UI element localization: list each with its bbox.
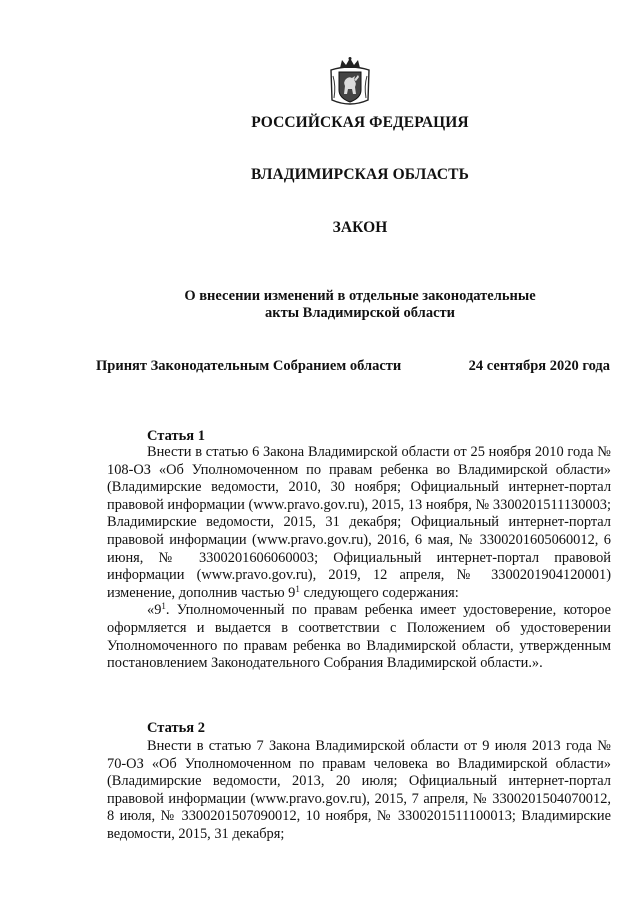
article-1-body (107, 444, 611, 673)
adopted-by: Принят Законодательным Собранием области (96, 358, 402, 374)
region-heading: ВЛАДИМИРСКАЯ ОБЛАСТЬ (251, 166, 469, 183)
adoption-date: 24 сентября 2020 года (468, 358, 610, 374)
country-heading: РОССИЙСКАЯ ФЕДЕРАЦИЯ (251, 114, 469, 131)
coat-of-arms-icon (328, 56, 372, 108)
article-2-intro: Внести в статью 7 Закона Владимирской области от 9 июля 2013 года № 70-ОЗ «Об Уполномоченном по правам человека во Владимирской области» (Владимирские ведомости, 2013, 20 июля; Официальный интернет-портал правовой информации (www.pravo.gov.ru), 2015, 7 апреля, № 3300201504070012, 8 июля, № 3300201507090012, 10 ноября, № 3300201511100013; Владимирские ведомости, 2015, 31 декабря; (107, 738, 611, 842)
document-type-heading: ЗАКОН (332, 219, 388, 236)
law-title (0, 288, 640, 322)
law-title-line: акты Владимирской области (265, 305, 455, 321)
article-1-intro: Внести в статью 6 Закона Владимирской области от 25 ноября 2010 года № 108-ОЗ «Об Уполномоченном по правам ребенка во Владимирской области» (Владимирские ведомости, 2010, 30 ноября; Официальный интернет-портал правовой информации (www.pravo.gov.ru), 2015, 13 ноября, № 3300201511130003; Владимирские ведомости, 2015, 31 декабря; Официальный интернет-портал правовой информации (www.pravo.gov.ru), 2016, 6 мая, № 3300201605060012, 6 июня, № 3300201606060003; Официальный интернет-портал правовой информации (www.pravo.gov.ru), 2019, 12 апреля, № 3300201904120001) изменение, дополнив частью $9^1$ следующего содержания: (107, 444, 611, 601)
article-2-heading: Статья 2 (147, 720, 205, 736)
law-title-line: О внесении изменений в отдельные законодательные (184, 288, 536, 304)
adoption-line (96, 358, 610, 375)
article-2-body (107, 738, 611, 844)
article-1-heading: Статья 1 (147, 428, 205, 444)
article-1-quote: «$9^1$. Уполномоченный по правам ребенка имеет удостоверение, которое оформляется и выдается в соответствии с Положением об удостоверении Уполномоченного по правам ребенка во Владимирской области, утвержденным постановлением Законодательного Собрания Владимирской области.». (107, 601, 611, 672)
